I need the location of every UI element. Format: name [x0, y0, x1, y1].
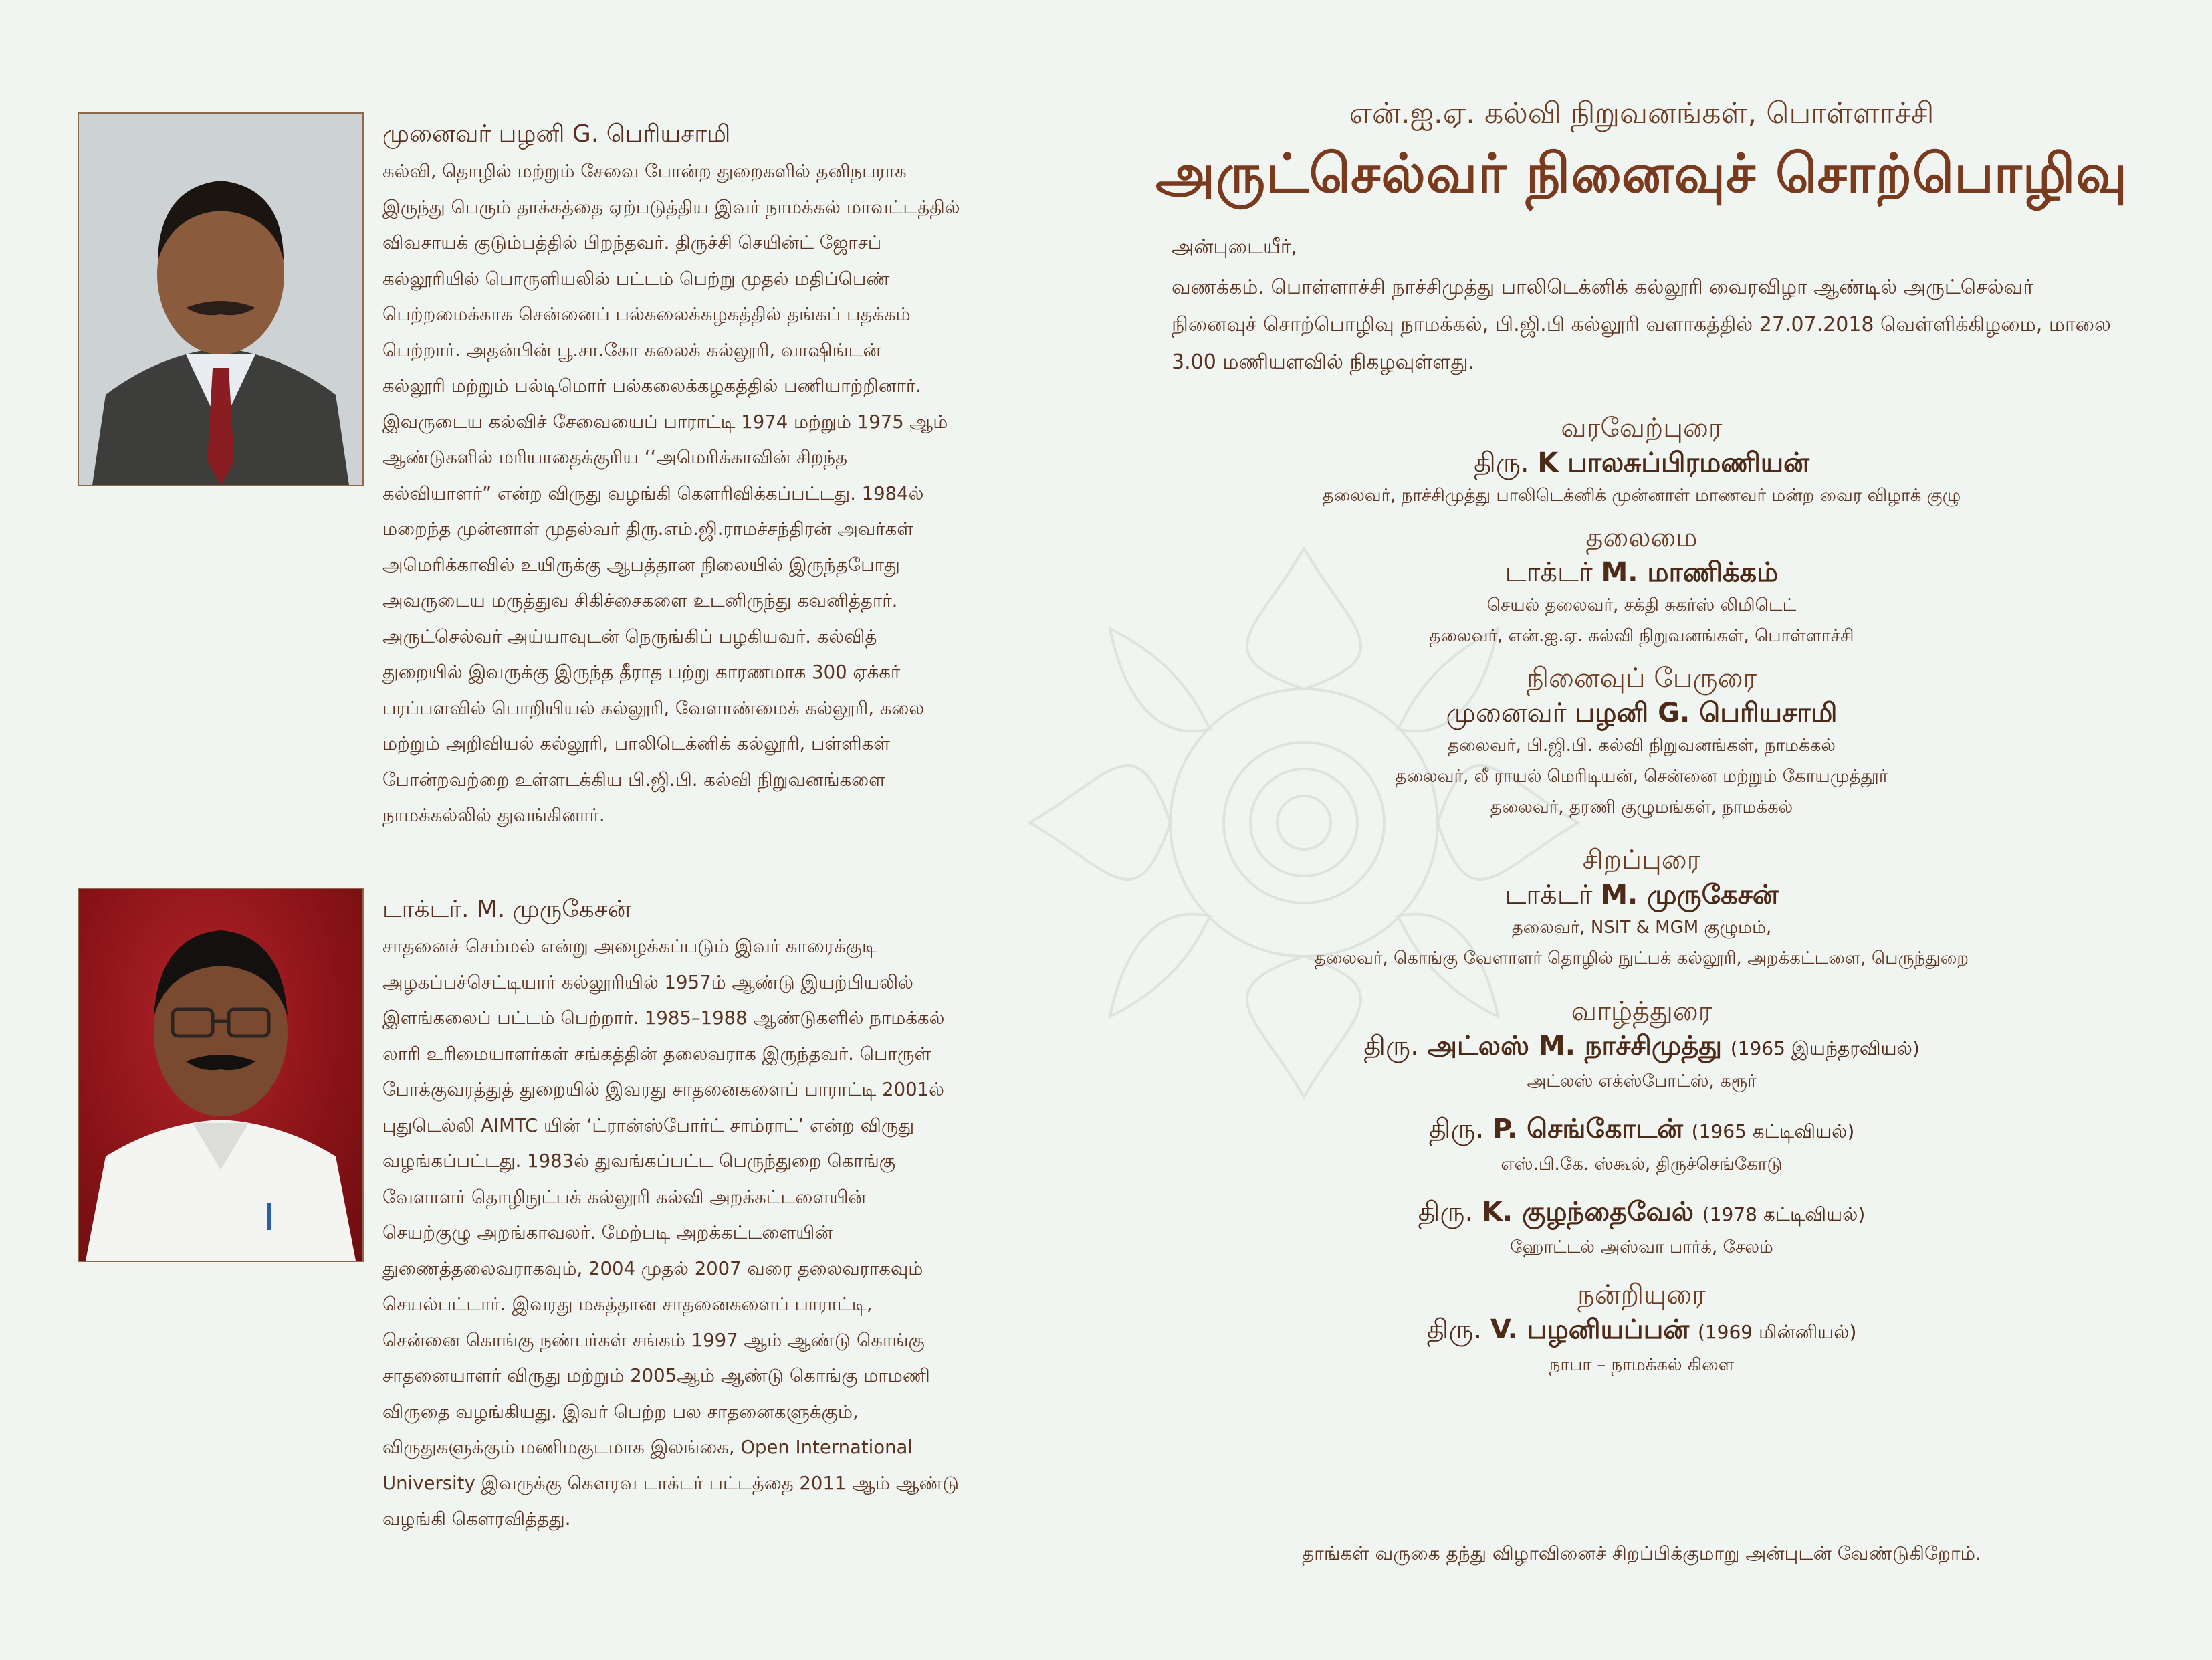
salutation: அன்புடையீர், [1172, 235, 1297, 259]
closing-note: தாங்கள் வருகை தந்து விழாவினைச் சிறப்பிக்குமாறு அன்புடன் வேண்டுகிறோம். [1302, 1542, 1981, 1564]
invitation-panel [1137, 94, 2146, 1380]
bio-line: பெற்றார். அதன்பின் பூ.சா.கோ கலைக் கல்லூரி, வாஷிங்டன் [382, 339, 881, 361]
bio-line: விவசாயக் குடும்பத்தில் பிறந்தவர். திருச்சி செயின்ட் ஜோசப் [382, 232, 882, 253]
speaker-note: (1965 இயந்தரவியல்) [1730, 1037, 1920, 1059]
speaker-name [1137, 1029, 2146, 1066]
section-heading: சிறப்புரை [1582, 845, 1701, 875]
section-presiding [1137, 520, 2146, 651]
section-memorial [1137, 661, 2146, 823]
speaker-name-text: M. முருகேசன் [1601, 879, 1779, 910]
bio-line: கல்வியாளர்” என்ற விருது வழங்கி கௌரிவிக்கப்பட்டது. 1984ல் [382, 482, 924, 504]
speaker-prefix: முனைவர் [1446, 698, 1567, 728]
speaker-name [1137, 1112, 2146, 1149]
bio-name: முனைவர் பழனி G. பெரியசாமி [382, 120, 731, 148]
event-title: அருட்செல்வர் நினைவுச் சொற்பொழிவு [1155, 142, 2128, 205]
speaker-desc: நாபா – நாமக்கல் கிளை [1549, 1355, 1735, 1375]
speaker-desc: தலைவர், NSIT & MGM குழுமம், [1511, 918, 1772, 938]
speaker-name-text: V. பழனியப்பன் [1490, 1314, 1690, 1345]
bio-line: சாதனைச் செம்மல் என்று அழைக்கப்படும் இவர் காரைக்குடி [382, 936, 877, 957]
bio-line: University இவருக்கு கௌரவ டாக்டர் பட்டத்தை 2011 ஆம் ஆண்டு [382, 1472, 960, 1494]
invitation-text: வணக்கம். பொள்ளாச்சி நாச்சிமுத்து பாலிடெக்னிக் கல்லூரி வைரவிழா ஆண்டில் அருட்செல்வர் நினைவுச் சொற்பொழிவு நாமக்கல், பி.ஜி.பி கல்லூரி வளாகத்தில் 27.07.2018 வெள்ளிக்கிழமை, மாலை 3.00 மணியளவில் நிகழவுள்ளது. [1172, 276, 2111, 374]
portrait-murugesan [78, 888, 364, 1262]
speaker-name-text: K பாலசுப்பிரமணியன் [1537, 447, 1809, 478]
speaker-note: (1978 கட்டிவியல்) [1702, 1203, 1866, 1225]
bio-line: இளங்கலைப் பட்டம் பெற்றார். 1985–1988 ஆண்டுகளில் நாமக்கல் [382, 1007, 945, 1029]
speaker-name [1137, 445, 2146, 480]
speaker-name [1137, 1195, 2146, 1232]
speaker-desc: தலைவர், என்.ஐ.ஏ. கல்வி நிறுவனங்கள், பொள்ளாச்சி [1429, 626, 1854, 646]
bio-line: போக்குவரத்துத் துறையில் இவரது சாதனைகளைப் பாராட்டி 2001ல் [382, 1079, 944, 1100]
bio-line: பரப்பளவில் பொறியியல் கல்லூரி, வேளாண்மைக் கல்லூரி, கலை [382, 697, 925, 719]
section-greetings [1137, 994, 2146, 1263]
bio-murugesan [382, 894, 1024, 1538]
bio-line: அழகப்பச்செட்டியார் கல்லூரியில் 1957ம் ஆண்டு இயற்பியலில் [382, 971, 914, 993]
speaker-desc: ஹோட்டல் அஸ்வா பார்க், சேலம் [1510, 1237, 1773, 1257]
bio-name: டாக்டர். M. முருகேசன் [382, 896, 631, 923]
bio-line: வேளாளர் தொழிநுட்பக் கல்லூரி கல்வி அறக்கட்டளையின் [382, 1186, 867, 1208]
section-heading: வரவேற்புரை [1561, 413, 1723, 443]
section-special [1137, 843, 2146, 974]
speaker-desc: செயல் தலைவர், சக்தி சுகர்ஸ் லிமிடெட் [1486, 595, 1797, 615]
bio-line: இருந்து பெரும் தாக்கத்தை ஏற்படுத்திய இவர் நாமக்கல் மாவட்டத்தில் [382, 196, 960, 218]
section-thanks [1137, 1277, 2146, 1380]
section-welcome [1137, 411, 2146, 511]
speaker-name-text: K. குழந்தைவேல் [1481, 1197, 1694, 1227]
speaker-desc: தலைவர், தரணி குழுமங்கள், நாமக்கல் [1490, 797, 1793, 817]
speaker-name [1137, 877, 2146, 912]
speaker-prefix: டாக்டர் [1505, 879, 1593, 910]
bio-line: கல்லூரியில் பொருளியலில் பட்டம் பெற்று முதல் மதிப்பெண் [382, 268, 890, 290]
section-heading: வாழ்த்துரை [1571, 996, 1712, 1027]
bio-line: விருதுகளுக்கும் மணிமகுடமாக இலங்கை, Open International [382, 1437, 913, 1458]
bio-line: அருட்செல்வர் அய்யாவுடன் நெருங்கிப் பழகியவர். கல்வித் [382, 625, 877, 647]
bio-line: கல்லூரி மற்றும் பல்டிமொர் பல்கலைக்கழகத்தில் பணியாற்றினார். [382, 375, 921, 397]
bio-periyasamy [382, 119, 1024, 834]
bio-line: துணைத்தலைவராகவும், 2004 முதல் 2007 வரை தலைவராகவும் [382, 1257, 923, 1279]
bio-line: அமெரிக்காவில் உயிருக்கு ஆபத்தான நிலையில் இருந்தபோது [382, 554, 900, 576]
speaker-name-text: பழனி G. பெரியசாமி [1575, 698, 1838, 728]
speaker-desc: அட்லஸ் எக்ஸ்போட்ஸ், கரூர் [1527, 1071, 1757, 1092]
speaker-prefix: திரு. [1363, 1031, 1419, 1061]
speaker-prefix: திரு. [1474, 447, 1529, 478]
speaker-prefix: திரு. [1426, 1314, 1482, 1345]
speaker-name [1137, 555, 2146, 590]
bio-line: லாரி உரிமையாளர்கள் சங்கத்தின் தலைவராக இருந்தவர். பொருள் [382, 1043, 931, 1065]
bio-line: துறையில் இவருக்கு இருந்த தீராத பற்று காரணமாக 300 ஏக்கர் [382, 661, 901, 683]
bio-line: போன்றவற்றை உள்ளடக்கிய பி.ஜி.பி. கல்வி நிறுவனங்களை [382, 768, 885, 791]
portrait-periyasamy-image [79, 114, 362, 485]
portrait-periyasamy [78, 112, 364, 486]
speaker-name [1137, 1312, 2146, 1350]
speaker-prefix: திரு. [1428, 1114, 1484, 1144]
bio-line: புதுடெல்லி AIMTC யின் ‘ட்ரான்ஸ்போர்ட் சாம்ராட்’ என்ற விருது [382, 1114, 915, 1136]
speaker-name-text: அட்லஸ் M. நாச்சிமுத்து [1427, 1031, 1723, 1061]
bio-line: சென்னை கொங்கு நண்பர்கள் சங்கம் 1997 ஆம் ஆண்டு கொங்கு [382, 1329, 925, 1351]
speaker-desc: எஸ்.பி.கே. ஸ்கூல், திருச்செங்கோடு [1501, 1154, 1783, 1174]
bio-line: செயல்பட்டார். இவரது மகத்தான சாதனைகளைப் பாராட்டி, [382, 1293, 873, 1315]
bio-line: அவருடைய மருத்துவ சிகிச்சைகளை உடனிருந்து கவனித்தார். [382, 590, 898, 611]
section-heading: தலைமை [1585, 522, 1698, 553]
speaker-name [1137, 696, 2146, 730]
bio-text [382, 154, 1024, 834]
bio-text [382, 929, 1024, 1538]
bio-line: இவருடைய கல்விச் சேவையைப் பாராட்டி 1974 மற்றும் 1975 ஆம் [382, 411, 948, 433]
speaker-name-text: P. செங்கோடன் [1492, 1114, 1683, 1144]
bio-line: சாதனையாளர் விருது மற்றும் 2005ஆம் ஆண்டு கொங்கு மாமணி [382, 1365, 930, 1386]
speaker-desc: தலைவர், கொங்கு வேளாளர் தொழில் நுட்பக் கல்லூரி, அறக்கட்டளை, பெருந்துறை [1314, 948, 1969, 968]
speaker-desc: தலைவர், நாச்சிமுத்து பாலிடெக்னிக் முன்னாள் மாணவர் மன்ற வைர விழாக் குழு [1322, 486, 1961, 506]
speaker-note: (1969 மின்னியல்) [1697, 1321, 1857, 1343]
section-heading: நினைவுப் பேருரை [1526, 663, 1757, 694]
bio-line: மறைந்த முன்னாள் முதல்வர் திரு.எம்.ஜி.ராமச்சந்திரன் அவர்கள் [382, 518, 914, 540]
section-heading: நன்றியுரை [1577, 1279, 1706, 1310]
organization-name: என்.ஐ.ஏ. கல்வி நிறுவனங்கள், பொள்ளாச்சி [1349, 96, 1934, 130]
bio-line: பெற்றமைக்காக சென்னைப் பல்கலைக்கழகத்தில் தங்கப் பதக்கம் [382, 304, 911, 325]
speaker-note: (1965 கட்டிவியல்) [1691, 1120, 1855, 1142]
bio-line: கல்வி, தொழில் மற்றும் சேவை போன்ற துறைகளில் தனிநபராக [382, 161, 907, 182]
bio-line: விருதை வழங்கியது. இவர் பெற்ற பல சாதனைகளுக்கும், [382, 1400, 859, 1423]
speaker-prefix: டாக்டர் [1505, 557, 1593, 588]
speaker-desc: தலைவர், பி.ஜி.பி. கல்வி நிறுவனங்கள், நாமக்கல் [1448, 736, 1836, 756]
bio-line: நாமக்கல்லில் துவங்கினார். [382, 805, 605, 826]
portrait-murugesan-image [79, 889, 362, 1261]
speaker-prefix: திரு. [1418, 1197, 1474, 1227]
speaker-desc: தலைவர், லீ ராயல் மெரிடியன், சென்னை மற்றும் கோயமுத்தூர் [1395, 766, 1888, 787]
speaker-name-text: M. மாணிக்கம் [1601, 557, 1779, 588]
bio-line: ஆண்டுகளில் மரியாதைக்குரிய ‘‘அமெரிக்காவின் சிறந்த [382, 447, 848, 468]
bio-line: வழங்கப்பட்டது. 1983ல் துவங்கப்பட்ட பெருந்துறை கொங்கு [382, 1150, 896, 1172]
bio-line: செயற்குழு அறங்காவலர். மேற்படி அறக்கட்டளையின் [382, 1222, 833, 1243]
bio-line: மற்றும் அறிவியல் கல்லூரி, பாலிடெக்னிக் கல்லூரி, பள்ளிகள் [382, 733, 891, 754]
bio-line: வழங்கி கௌரவித்தது. [382, 1508, 571, 1530]
